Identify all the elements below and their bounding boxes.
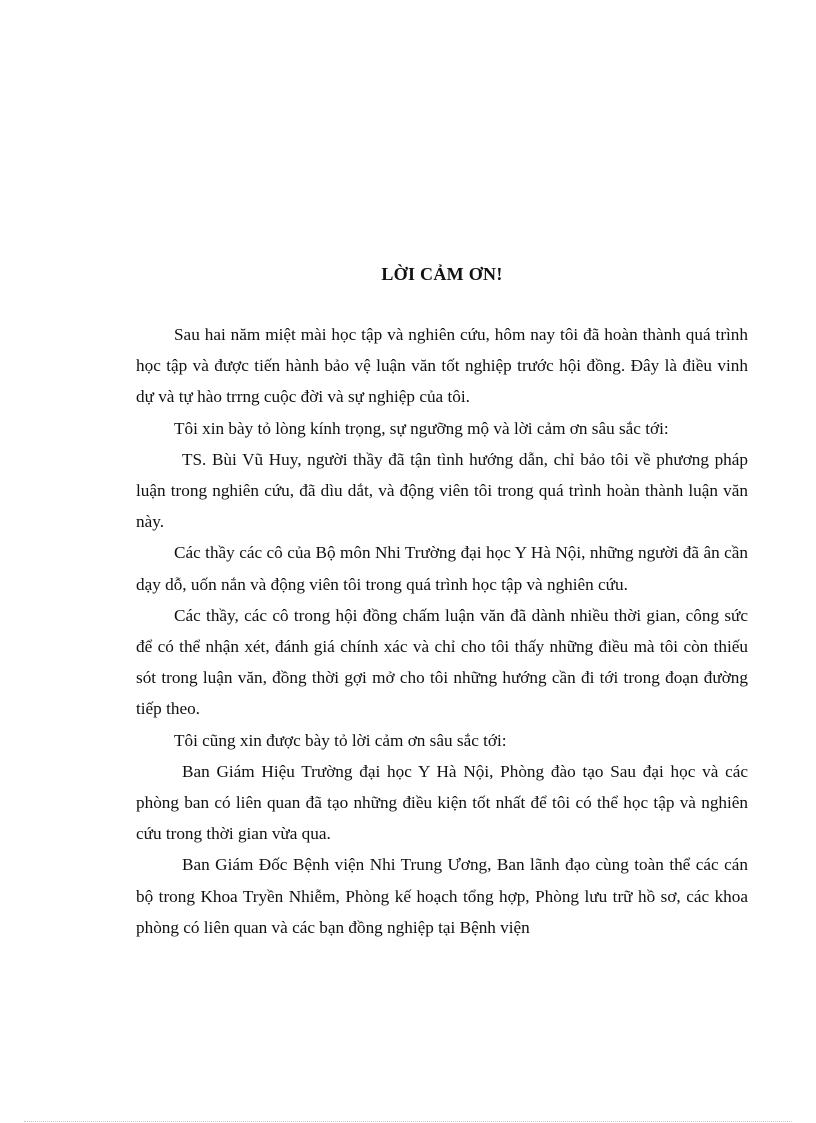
paragraph-intro: Sau hai năm miệt mài học tập và nghiên cứu, hôm nay tôi đã hoàn thành quá trình học tập và được tiến hành bảo vệ luận văn tốt nghiệp trước hội đồng. Đây là điều vinh dự và tự hào trrng cuộc đời và sự nghiệp của tôi. [136,325,748,407]
paragraph-hospital-board: Ban Giám Đốc Bệnh viện Nhi Trung Ương, Ban lãnh đạo cùng toàn thể các cán bộ trong Khoa Tryền Nhiễm, Phòng kế hoạch tổng hợp, Phòng lưu trữ hồ sơ, các khoa phòng có liên quan và các bạn đồng nghiệp tại Bệnh viện [136,855,748,937]
page-title: LỜI CẢM ƠN! [381,264,503,284]
paragraph-gratitude-second-lead: Tôi cũng xin được bày tỏ lời cảm ơn sâu sắc tới: [174,730,507,750]
paragraph-committee: Các thầy, các cô trong hội đồng chấm luận văn đã dành nhiều thời gian, công sức để có thể nhận xét, đánh giá chính xác và chỉ cho tôi thấy những điều mà tôi còn thiếu sót trong luận văn, đồng thời gợi mở cho tôi những hướng cần đi tới trong đoạn đường tiếp theo. [136,605,748,719]
paragraph-gratitude-lead: Tôi xin bày tỏ lòng kính trọng, sự ngưỡng mộ và lời cảm ơn sâu sắc tới: [174,418,669,438]
paragraph-department: Các thầy các cô của Bộ môn Nhi Trường đại học Y Hà Nội, những người đã ân cần dạy dỗ, uốn nắn và động viên tôi trong quá trình học tập và nghiên cứu. [136,543,748,594]
paragraph-university-board: Ban Giám Hiệu Trường đại học Y Hà Nội, Phòng đào tạo Sau đại học và các phòng ban có liên quan đã tạo những điều kiện tốt nhất để tôi có thể học tập và nghiên cứu trong thời gian vừa qua. [136,761,748,844]
paragraph-advisor: TS. Bùi Vũ Huy, người thầy đã tận tình hướng dẫn, chỉ bảo tôi về phương pháp luận trong nghiên cứu, đã dìu dắt, và động viên tôi trong quá trình hoàn thành luận văn này. [136,449,748,532]
page-bottom-rule [24,1121,792,1122]
document-body [136,262,748,943]
